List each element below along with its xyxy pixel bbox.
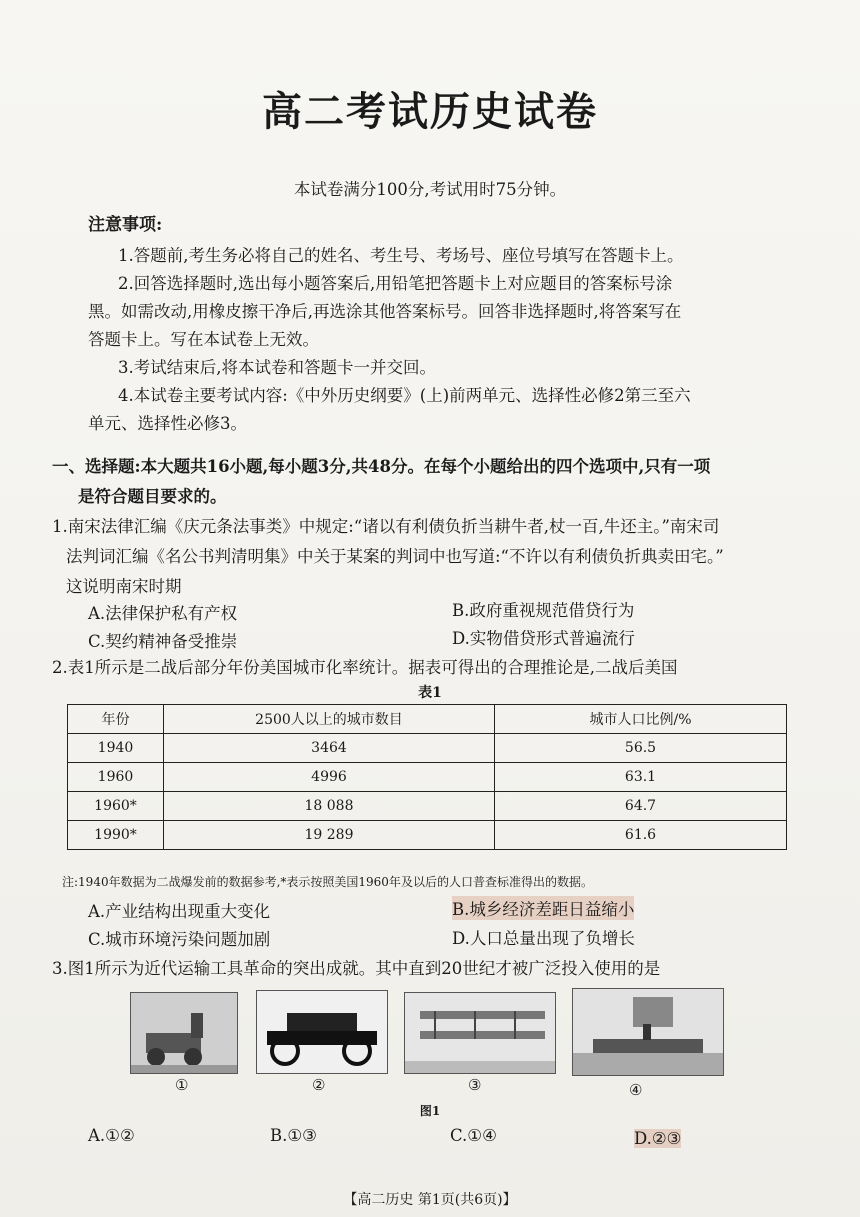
table-row (68, 763, 787, 792)
q1-option-c: C.契约精神备受推崇 (88, 632, 238, 651)
table-cell: 1990* (68, 821, 164, 850)
q2-option-a: A.产业结构出现重大变化 (88, 902, 271, 921)
q1-option-b: B.政府重视规范借贷行为 (452, 601, 635, 620)
notice-line: 单元、选择性必修3。 (88, 414, 247, 433)
q1-stem: 1.南宋法律汇编《庆元条法事类》中规定:“诸以有利债负折当耕牛者,杖一百,牛还主。”南宋司 (52, 517, 720, 536)
notice-line: 4.本试卷主要考试内容:《中外历史纲要》(上)前两单元、选择性必修2第三至六 (118, 386, 691, 405)
notice-heading: 注意事项: (88, 215, 163, 235)
page-title: 高二考试历史试卷 (262, 88, 598, 135)
image-label: ① (175, 1076, 189, 1094)
table-cell: 1960 (68, 763, 164, 792)
q1-option-a: A.法律保护私有产权 (88, 604, 238, 623)
figure-caption: 图1 (419, 1104, 441, 1118)
steamship-image (572, 988, 724, 1076)
q2-option-c: C.城市环境污染问题加剧 (88, 930, 271, 949)
table-cell: 1960* (68, 792, 164, 821)
table-cell: 4996 (164, 763, 495, 792)
page-footer: 【高二历史 第1页(共6页)】 (343, 1192, 517, 1208)
q1-stem: 法判词汇编《名公书判清明集》中关于某案的判词中也写道:“不许以有利债负折典卖田宅。” (66, 547, 724, 566)
table-cell: 1940 (68, 734, 164, 763)
q3-stem: 3.图1所示为近代运输工具革命的突出成就。其中直到20世纪才被广泛投入使用的是 (52, 959, 661, 978)
notice-line: 2.回答选择题时,选出每小题答案后,用铅笔把答题卡上对应题目的答案标号涂 (118, 274, 673, 293)
q2-option-d: D.人口总量出现了负增长 (452, 929, 635, 948)
notice-line: 1.答题前,考生务必将自己的姓名、考生号、考场号、座位号填写在答题卡上。 (118, 246, 684, 265)
section-heading: 一、选择题:本大题共16小题,每小题3分,共48分。在每个小题给出的四个选项中,只有一项 (52, 457, 711, 476)
table-header: 2500人以上的城市数目 (164, 705, 495, 734)
table-cell: 3464 (164, 734, 495, 763)
table-cell: 63.1 (495, 763, 787, 792)
aircraft-image (404, 992, 556, 1074)
exam-subtitle: 本试卷满分100分,考试用时75分钟。 (293, 180, 567, 199)
q3-option-c: C.①④ (450, 1126, 497, 1145)
automobile-image (256, 990, 388, 1074)
q1-stem: 这说明南宋时期 (66, 577, 182, 596)
notice-line: 黑。如需改动,用橡皮擦干净后,再选涂其他答案标号。回答非选择题时,将答案写在 (88, 302, 682, 321)
image-label: ② (312, 1076, 326, 1094)
table-caption: 表1 (418, 685, 442, 701)
table-row (68, 792, 787, 821)
table-cell: 19 289 (164, 821, 495, 850)
table-row (68, 734, 787, 763)
q3-option-d: D.②③ (634, 1129, 682, 1148)
table-row (68, 821, 787, 850)
steam-carriage-image (130, 992, 238, 1074)
table-cell: 56.5 (495, 734, 787, 763)
table-header-row (68, 705, 787, 734)
image-label: ④ (629, 1081, 643, 1099)
q3-option-a: A.①② (88, 1126, 135, 1145)
table-header: 城市人口比例/% (495, 705, 787, 734)
urbanization-table (67, 704, 787, 850)
table-cell: 18 088 (164, 792, 495, 821)
table-note: 注:1940年数据为二战爆发前的数据参考,*表示按照美国1960年及以后的人口普查标准得出的数据。 (62, 875, 593, 889)
q2-option-b: B.城乡经济差距日益缩小 (452, 896, 634, 920)
section-heading-cont: 是符合题目要求的。 (78, 487, 227, 506)
q1-option-d: D.实物借贷形式普遍流行 (452, 629, 635, 648)
notice-line: 3.考试结束后,将本试卷和答题卡一并交回。 (118, 358, 436, 377)
table-cell: 61.6 (495, 821, 787, 850)
notice-line: 答题卡上。写在本试卷上无效。 (88, 330, 319, 349)
table-cell: 64.7 (495, 792, 787, 821)
q2-stem: 2.表1所示是二战后部分年份美国城市化率统计。据表可得出的合理推论是,二战后美国 (52, 658, 678, 677)
table-header: 年份 (68, 705, 164, 734)
q3-option-b: B.①③ (270, 1126, 317, 1145)
image-label: ③ (468, 1076, 482, 1094)
